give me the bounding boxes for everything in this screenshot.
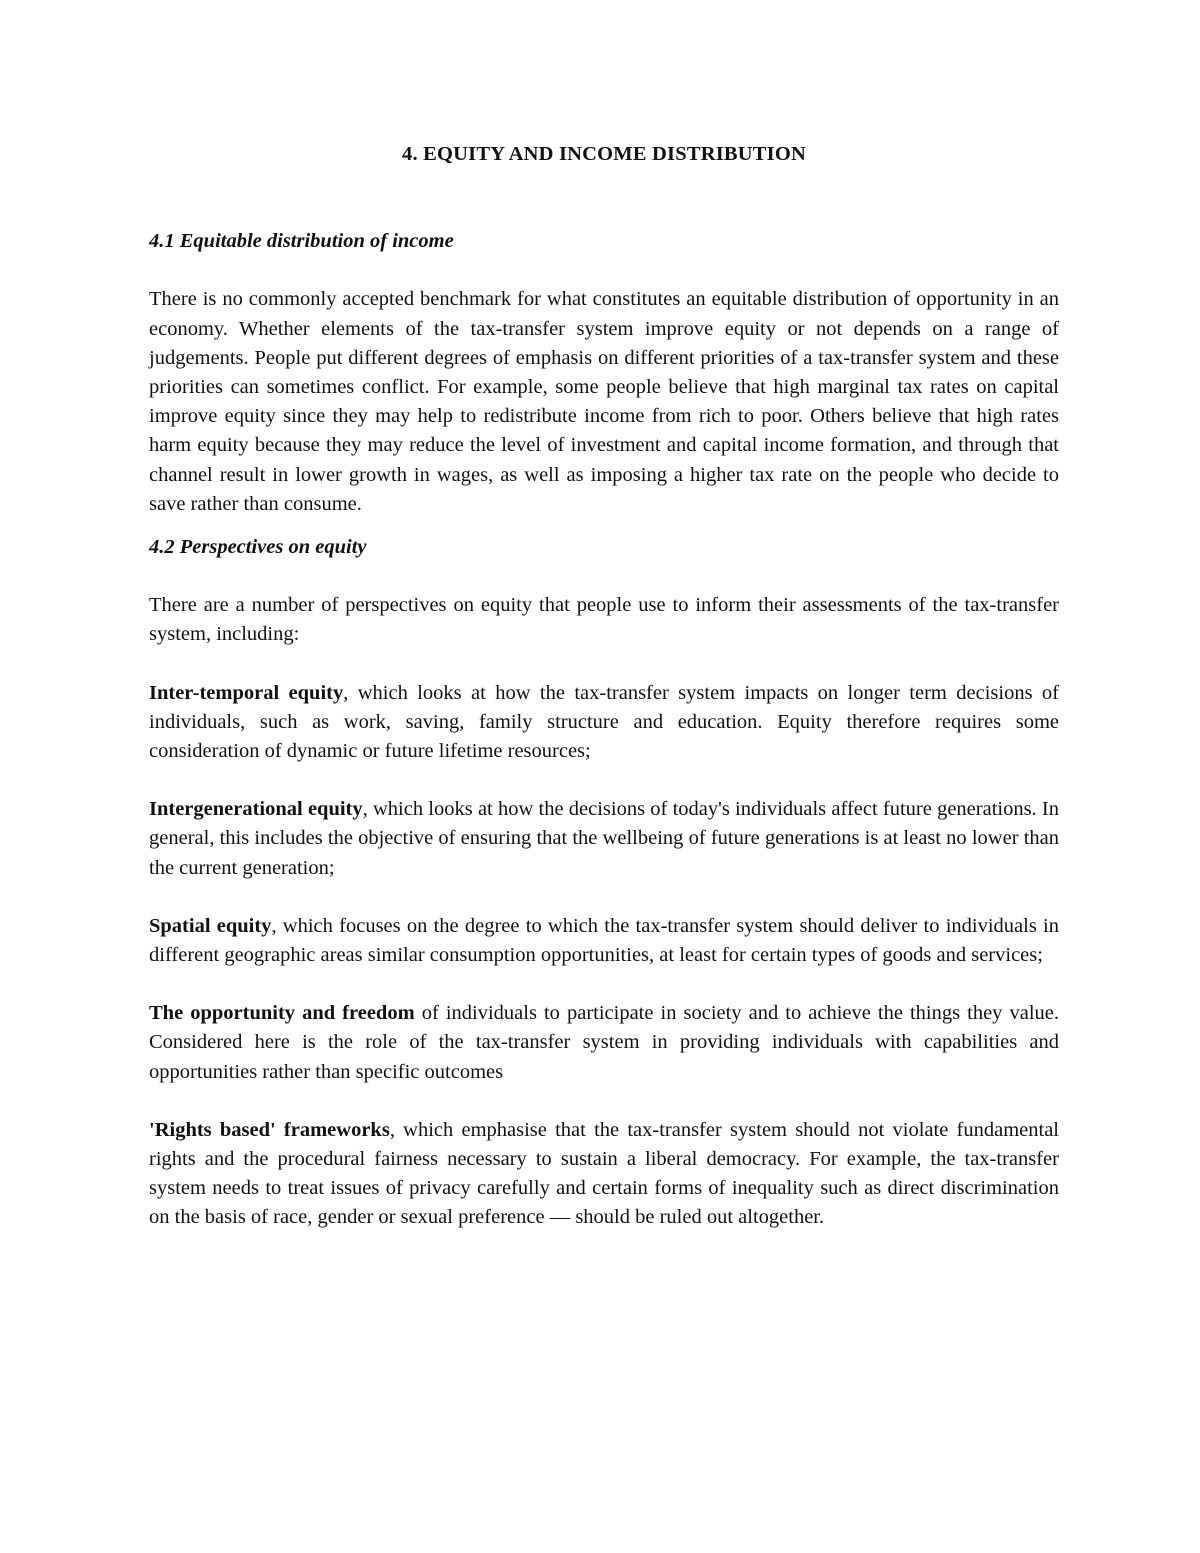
perspective-term: The opportunity and freedom (149, 1002, 415, 1025)
section-4-1 (149, 227, 1059, 519)
chapter-title: 4. EQUITY AND INCOME DISTRIBUTION (402, 143, 806, 165)
perspective-item (149, 795, 1059, 883)
perspective-item (149, 1116, 1059, 1233)
perspective-term: Intergenerational equity (149, 798, 363, 821)
perspective-text: , which looks at how the decisions of today's individuals affect future generations. In general, this includes the objective of ensuring that the wellbeing of future generations is at least no lower than the current generation; (149, 798, 1059, 879)
section-paragraph: There is no commonly accepted benchmark for what constitutes an equitable distribution of opportunity in an economy. Whether elements of the tax-transfer system improve equity or not depends on a range of judgements. People put different degrees of emphasis on different priorities of a tax-transfer system and these priorities can sometimes conflict. For example, some people believe that high marginal tax rates on capital improve equity since they may help to redistribute income from rich to poor. Others believe that high rates harm equity because they may reduce the level of investment and capital income formation, and through that channel result in lower growth in wages, as well as imposing a higher tax rate on the people who decide to save rather than consume. (149, 288, 1059, 515)
perspective-text: , which emphasise that the tax-transfer system should not violate fundamental rights and the procedural fairness necessary to sustain a liberal democracy. For example, the tax-transfer system needs to treat issues of privacy carefully and certain forms of inequality such as direct discrimination on the basis of race, gender or sexual preference — should be ruled out altogether. (149, 1118, 1059, 1229)
section-heading: 4.2 Perspectives on equity (149, 536, 367, 559)
perspective-item (149, 999, 1059, 1087)
document-page (149, 140, 1059, 1247)
perspective-item (149, 912, 1059, 970)
section-4-2 (149, 533, 1059, 1233)
perspective-item (149, 679, 1059, 767)
section-intro: There are a number of perspectives on equity that people use to inform their assessments of the tax-transfer system, including: (149, 594, 1059, 646)
perspective-term: 'Rights based' frameworks (149, 1118, 390, 1141)
perspective-text: of individuals to participate in society and to achieve the things they value. Considered here is the role of the tax-transfer system in providing individuals with capabilities and opportunities rather than specific outcomes (149, 1002, 1059, 1083)
section-heading: 4.1 Equitable distribution of income (149, 230, 454, 253)
perspective-text: , which focuses on the degree to which the tax-transfer system should deliver to individuals in different geographic areas similar consumption opportunities, at least for certain types of goods and services; (149, 914, 1059, 967)
perspective-text: , which looks at how the tax-transfer system impacts on longer term decisions of individuals, such as work, saving, family structure and education. Equity therefore requires some consideration of dynamic or future lifetime resources; (149, 681, 1060, 763)
perspective-term: Inter-temporal equity (149, 681, 344, 704)
perspective-term: Spatial equity (149, 914, 272, 937)
